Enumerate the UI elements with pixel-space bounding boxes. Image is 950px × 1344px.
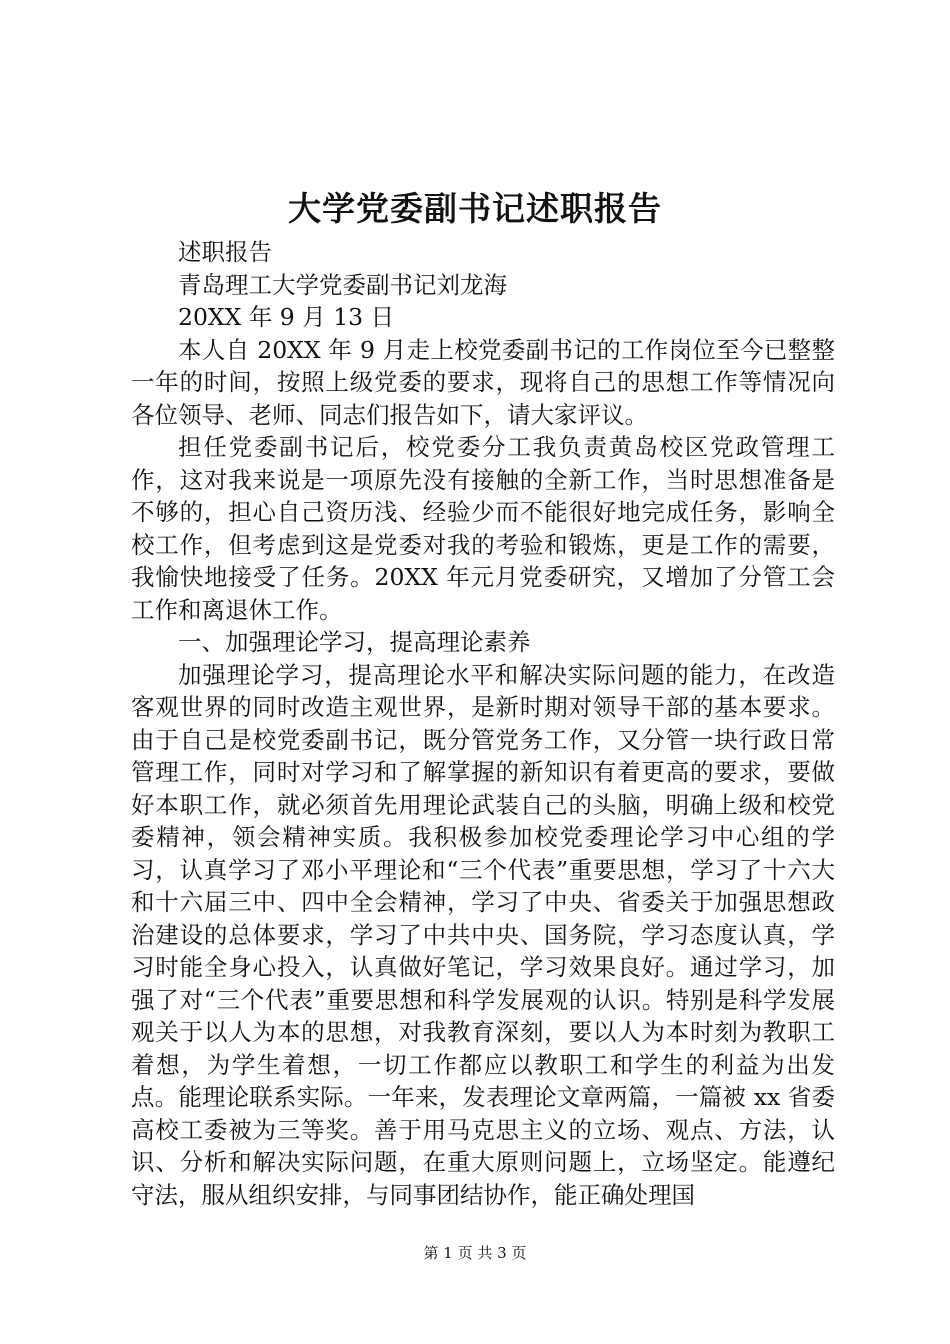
paragraph-section-1: 加强理论学习，提高理论水平和解决实际问题的能力，在改造客观世界的同时改造主观世界，是新时期对领导干部的基本要求。由于自己是校党委副书记，既分管党务工作，又分管一块行政日常管理工作，同时对学习和了解掌握的新知识有着更高的要求，要做好本职工作，就必须首先用理论武装自己的头脑，明确上级和校党委精神，领会精神实质。我积极参加校党委理论学习中心组的学习，认真学习了邓小平理论和“三个代表”重要思想，学习了十六大和十六届三中、四中全会精神，学习了中央、省委关于加强思想政治建设的总体要求，学习了中共中央、国务院，学习态度认真，学习时能全身心投入，认真做好笔记，学习效果良好。通过学习，加强了对“三个代表”重要思想和科学发展观的认识。特别是科学发展观关于以人为本的思想，对我教育深刻，要以人为本时刻为教职工着想，为学生着想，一切工作都应以教职工和学生的利益为出发点。能理论联系实际。一年来，发表理论文章两篇，一篇被 xx 省委高校工委被为三等奖。善于用马克思主义的立场、观点、方法，认识、分析和解决实际问题，在重大原则问题上，立场坚定。能遵纪守法，服从组织安排，与同事团结协作，能正确处理国 bbox=[131, 660, 835, 1209]
document-title: 大学党委副书记述职报告 bbox=[288, 189, 662, 228]
paragraph-heading-label: 述职报告 bbox=[178, 238, 272, 266]
page-number-footer: 第 1 页 共 3 页 bbox=[423, 1244, 527, 1262]
section-heading-1: 一、加强理论学习，提高理论素养 bbox=[178, 628, 531, 656]
paragraph-date: 20XX 年 9 月 13 日 bbox=[178, 303, 395, 331]
document-body bbox=[131, 236, 835, 1211]
paragraph-author: 青岛理工大学党委副书记刘龙海 bbox=[178, 270, 507, 299]
paragraph-responsibilities: 担任党委副书记后，校党委分工我负责黄岛校区党政管理工作，这对我来说是一项原先没有接触的全新工作，当时思想准备是不够的，担心自己资历浅、经验少而不能很好地完成任务，影响全校工作，但考虑到这是党委对我的考验和锻炼，更是工作的需要，我愉快地接受了任务。20XX 年元月党委研究，又增加了分管工会工作和离退休工作。 bbox=[131, 433, 835, 624]
paragraph-intro: 本人自 20XX 年 9 月走上校党委副书记的工作岗位至今已整整一年的时间，按照上级党委的要求，现将自己的思想工作等情况向各位领导、老师、同志们报告如下，请大家评议。 bbox=[131, 335, 835, 429]
